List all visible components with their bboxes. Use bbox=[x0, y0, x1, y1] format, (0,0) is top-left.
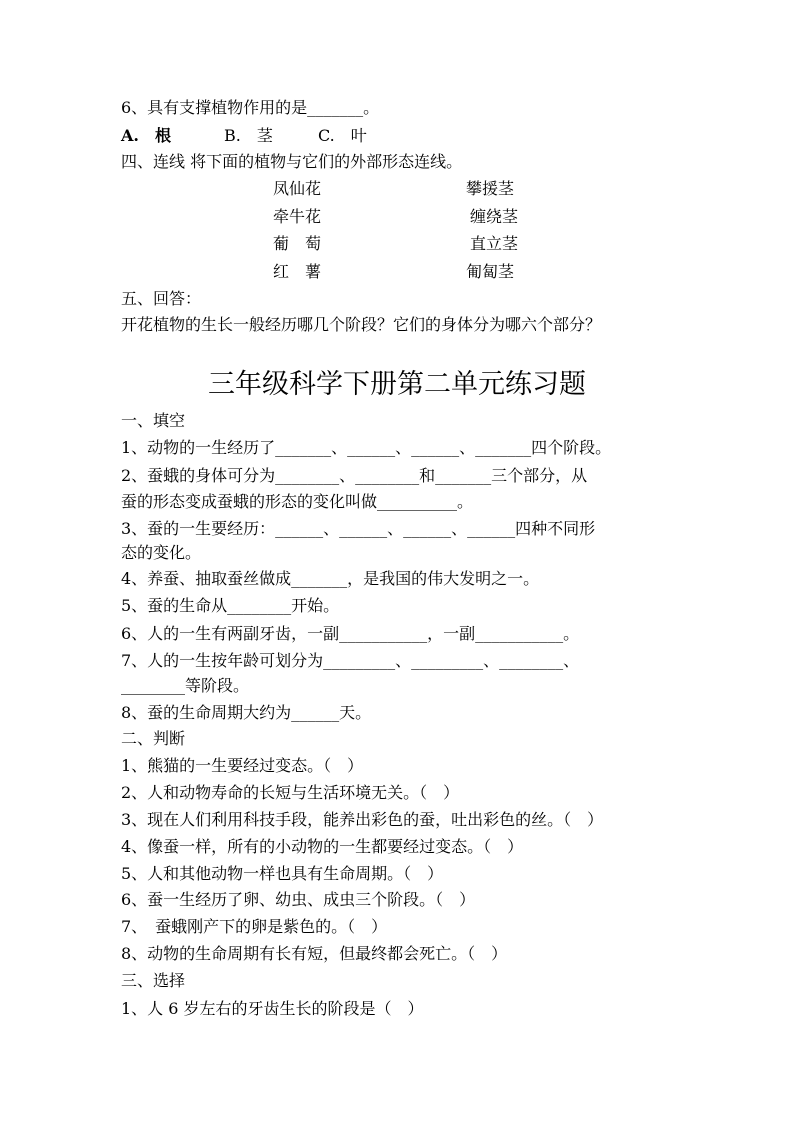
option-c: C. 叶 bbox=[318, 126, 367, 145]
fill-section-title: 一、填空 bbox=[121, 411, 186, 430]
section4-title: 四、连线 将下面的植物与它们的外部形态连线。 bbox=[121, 152, 463, 171]
match-left-item: 凤仙花 bbox=[273, 179, 322, 198]
judge-question: 7、 蚕蛾刚产下的卵是紫色的。（ ） bbox=[121, 917, 388, 936]
judge-question: 1、熊猫的一生要经过变态。（ ） bbox=[121, 756, 364, 775]
fill-question: ________等阶段。 bbox=[121, 676, 250, 695]
choice-section-title: 三、选择 bbox=[121, 971, 186, 990]
option-b: B. 茎 bbox=[224, 126, 273, 145]
fill-question: 6、人的一生有两副牙齿，一副___________，一副___________。 bbox=[121, 624, 580, 643]
fill-question: 3、蚕的一生要经历：______、______、______、______四种不同形 bbox=[121, 519, 596, 538]
judge-question: 4、像蚕一样，所有的小动物的一生都要经过变态。（ ） bbox=[121, 837, 524, 856]
match-right-item: 缠绕茎 bbox=[470, 207, 519, 226]
match-right-item: 直立茎 bbox=[470, 234, 519, 253]
fill-question: 7、人的一生按年龄可划分为_________、_________、________、 bbox=[121, 651, 580, 670]
section5-title: 五、回答： bbox=[121, 289, 202, 308]
question-6: 6、具有支撑植物作用的是_______。 bbox=[121, 98, 380, 117]
judge-question: 5、人和其他动物一样也具有生命周期。（ ） bbox=[121, 864, 444, 883]
match-left-item: 葡 萄 bbox=[273, 234, 322, 253]
choice-question: 1、人 6 岁左右的牙齿生长的阶段是（ ） bbox=[121, 999, 424, 1018]
match-left-item: 红 薯 bbox=[273, 262, 322, 281]
fill-question: 1、动物的一生经历了_______、______、______、_______四个阶段。 bbox=[121, 438, 612, 457]
option-a: A. 根 bbox=[121, 126, 171, 145]
fill-question: 8、蚕的生命周期大约为______天。 bbox=[121, 703, 372, 722]
match-right-item: 匍匐茎 bbox=[466, 262, 515, 281]
judge-question: 6、蚕一生经历了卵、幼虫、成虫三个阶段。（ ） bbox=[121, 890, 476, 909]
fill-question: 4、养蚕、抽取蚕丝做成_______，是我国的伟大发明之一。 bbox=[121, 569, 540, 588]
section5-question: 开花植物的生长一般经历哪几个阶段？它们的身体分为哪六个部分？ bbox=[121, 315, 602, 334]
judge-question: 3、现在人们利用科技手段，能养出彩色的蚕，吐出彩色的丝。（ ） bbox=[121, 810, 604, 829]
fill-question: 态的变化。 bbox=[121, 543, 202, 562]
page-title: 三年级科学下册第二单元练习题 bbox=[208, 369, 586, 400]
match-right-item: 攀援茎 bbox=[466, 179, 515, 198]
fill-question: 蚕的形态变成蚕蛾的形态的变化叫做__________。 bbox=[121, 492, 474, 511]
fill-question: 5、蚕的生命从________开始。 bbox=[121, 596, 340, 615]
match-left-item: 牵牛花 bbox=[273, 207, 322, 226]
judge-section-title: 二、判断 bbox=[121, 729, 186, 748]
judge-question: 2、人和动物寿命的长短与生活环境无关。（ ） bbox=[121, 783, 460, 802]
judge-question: 8、动物的生命周期有长有短，但最终都会死亡。（ ） bbox=[121, 944, 508, 963]
fill-question: 2、蚕蛾的身体可分为________、________和_______三个部分，从 bbox=[121, 466, 588, 485]
